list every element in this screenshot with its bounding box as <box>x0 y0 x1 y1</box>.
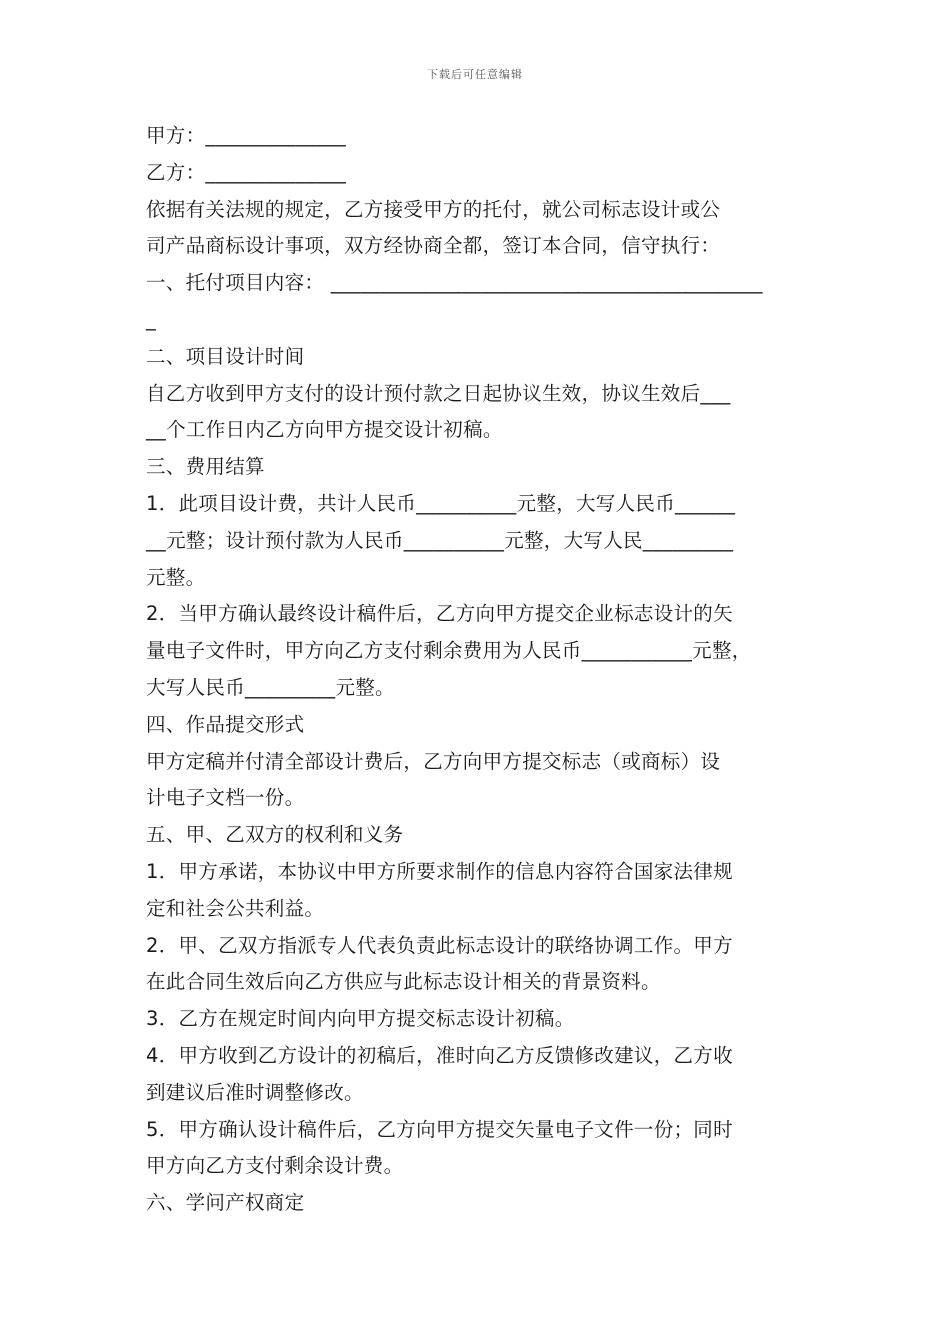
body-line: 定和社会公共利益。 <box>146 896 325 920</box>
section-heading: 五、甲、乙双方的权利和义务 <box>146 823 404 847</box>
body-line: _ <box>146 307 157 331</box>
body-line: 量电子文件时，甲方向乙方支付剩余费用为人民币___________元整， <box>146 639 752 663</box>
section-heading: 三、费用结算 <box>146 455 265 479</box>
body-line: 1．甲方承诺，本协议中甲方所要求制作的信息内容符合国家法律规 <box>146 859 733 883</box>
body-line: 自乙方收到甲方支付的设计预付款之日起协议生效，协议生效后___ <box>146 381 731 405</box>
section-heading: 四、作品提交形式 <box>146 712 305 736</box>
section-heading: 二、项目设计时间 <box>146 344 305 368</box>
body-line: 2．甲、乙双方指派专人代表负责此标志设计的联络协调工作。甲方 <box>146 933 733 957</box>
body-line: 3．乙方在规定时间内向甲方提交标志设计初稿。 <box>146 1007 575 1031</box>
page-header: 下载后可任意编辑 <box>427 68 523 81</box>
body-line: 在此合同生效后向乙方供应与此标志设计相关的背景资料。 <box>146 970 661 994</box>
preamble-line: 依据有关法规的规定，乙方接受甲方的托付，就公司标志设计或公 <box>146 197 721 221</box>
body-line: 大写人民币_________元整。 <box>146 675 395 699</box>
body-line: 计电子文档一份。 <box>146 786 305 810</box>
body-line: 2．当甲方确认最终设计稿件后，乙方向甲方提交企业标志设计的矢 <box>146 602 733 626</box>
body-line: __个工作日内乙方向甲方提交设计初稿。 <box>146 418 503 442</box>
section-heading: 六、学问产权商定 <box>146 1191 305 1215</box>
body-line: 元整。 <box>146 565 206 589</box>
body-line: 4．甲方收到乙方设计的初稿后，准时向乙方反馈修改建议，乙方收 <box>146 1043 733 1067</box>
document-body <box>146 118 810 1222</box>
body-line: 5．甲方确认设计稿件后，乙方向甲方提交矢量电子文件一份；同时 <box>146 1117 733 1141</box>
body-line: __元整；设计预付款为人民币__________元整，大写人民_________ <box>146 528 734 552</box>
preamble-line: 司产品商标设计事项，双方经协商全都，签订本合同，信守执行： <box>146 234 721 258</box>
body-line: 甲方向乙方支付剩余设计费。 <box>146 1154 404 1178</box>
body-line: 甲方定稿并付清全部设计费后，乙方向甲方提交标志（或商标）设 <box>146 749 721 773</box>
party-a-line: 甲方：______________ <box>146 124 347 147</box>
section-heading: 一、托付项目内容： ___________________________________________ <box>146 271 763 295</box>
body-line: 1．此项目设计费，共计人民币__________元整，大写人民币______ <box>146 491 736 515</box>
body-line: 到建议后准时调整修改。 <box>146 1080 364 1104</box>
party-b-line: 乙方：______________ <box>146 160 347 184</box>
